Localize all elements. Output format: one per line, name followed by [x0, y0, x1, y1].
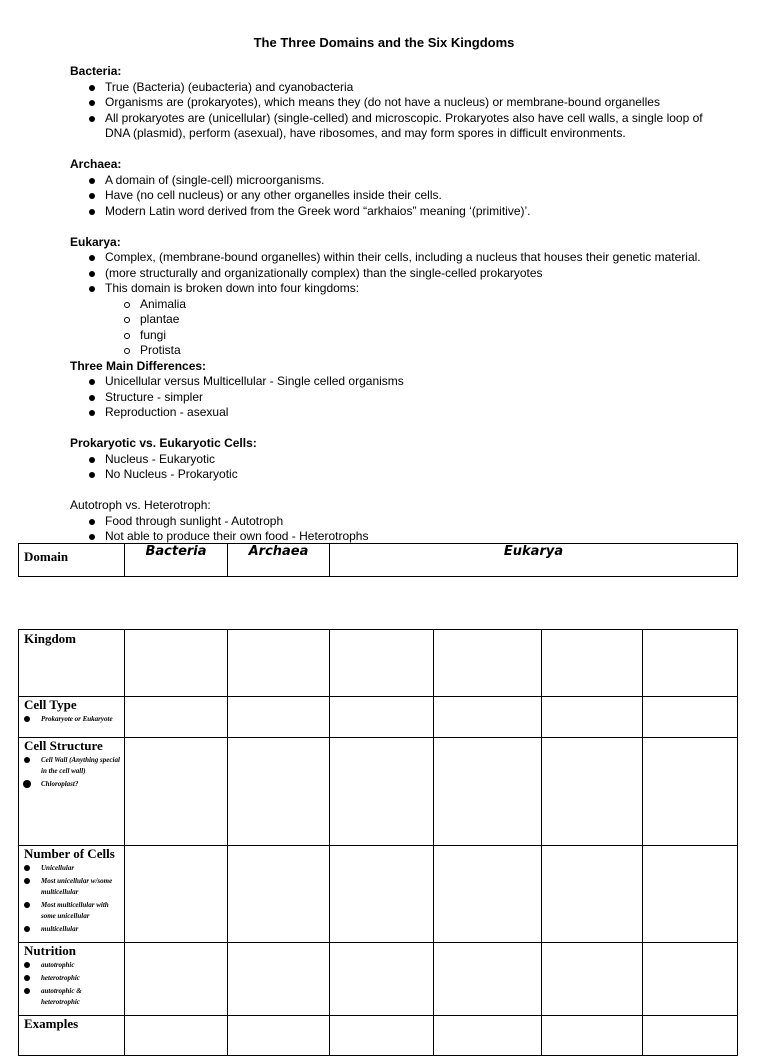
list-item	[41, 960, 124, 971]
nutrition-heading: Autotroph vs. Heterotroph:	[70, 498, 211, 512]
row-title: Examples	[24, 1016, 79, 1031]
table-cell[interactable]	[228, 630, 330, 697]
hint-text: Chloroplast?	[41, 780, 79, 788]
domain-label-cell	[19, 544, 125, 577]
row-hint-list	[19, 755, 124, 790]
table-cell[interactable]	[125, 697, 228, 738]
row-hint-list	[19, 960, 124, 1008]
list-item: No Nucleus - Prokaryotic	[105, 467, 710, 483]
table-cell[interactable]	[643, 738, 738, 846]
table-cell[interactable]	[125, 943, 228, 1016]
cells-list	[70, 452, 710, 483]
nutrition-list	[70, 514, 710, 545]
table-cell[interactable]	[542, 1016, 643, 1056]
table-cell[interactable]	[434, 943, 542, 1016]
differences-heading: Three Main Differences:	[70, 358, 207, 373]
domain-eukarya: Eukarya	[503, 544, 564, 559]
row-title: Nutrition	[24, 943, 76, 958]
list-item	[41, 986, 124, 1008]
table-row	[19, 544, 738, 577]
row-header-cell	[19, 1016, 125, 1056]
list-item: Have (no cell nucleus) or any other organelles inside their cells.	[105, 188, 710, 204]
domain-table	[18, 543, 738, 577]
kingdoms-list	[105, 297, 710, 359]
archaea-list	[70, 173, 710, 220]
row-header-cell	[19, 697, 125, 738]
table-cell[interactable]	[643, 1016, 738, 1056]
table-cell[interactable]	[125, 1016, 228, 1056]
table-cell[interactable]	[330, 697, 434, 738]
table-cell[interactable]	[228, 738, 330, 846]
hint-text: heterotrophic	[41, 974, 80, 982]
domain-cell	[228, 544, 330, 577]
list-item	[41, 973, 124, 984]
row-hint-list	[19, 714, 124, 725]
list-item: Not able to produce their own food - Heterotrophs	[105, 529, 710, 545]
hint-text: Cell Wall (Anything special in the cell wall)	[41, 756, 120, 775]
table-cell[interactable]	[125, 630, 228, 697]
hint-text: Unicellular	[41, 864, 75, 872]
table-row	[19, 630, 738, 697]
domain-archaea: Archaea	[248, 544, 309, 559]
table-cell[interactable]	[643, 943, 738, 1016]
list-item: (more structurally and organizationally complex) than the single-celled prokaryotes	[105, 266, 710, 282]
list-item: Nucleus - Eukaryotic	[105, 452, 710, 468]
table-cell[interactable]	[434, 630, 542, 697]
list-item: Modern Latin word derived from the Greek word “arkhaios” meaning ‘(primitive)’.	[105, 204, 710, 220]
kingdom-item: fungi	[140, 328, 710, 344]
table-cell[interactable]	[330, 846, 434, 943]
table-cell[interactable]	[434, 846, 542, 943]
list-item	[41, 900, 124, 922]
hint-text: autotrophic & heterotrophic	[41, 987, 82, 1006]
bacteria-heading: Bacteria:	[70, 64, 122, 78]
table-cell[interactable]	[434, 1016, 542, 1056]
list-item-text: This domain is broken down into four kingdoms:	[105, 281, 360, 295]
list-item: A domain of (single-cell) microorganisms.	[105, 173, 710, 189]
table-cell[interactable]	[125, 846, 228, 943]
list-item	[41, 755, 124, 777]
table-row	[19, 943, 738, 1016]
list-item: Unicellular versus Multicellular - Single celled organisms	[105, 374, 710, 390]
table-cell[interactable]	[542, 697, 643, 738]
table-row	[19, 846, 738, 943]
list-item	[41, 714, 124, 725]
table-cell[interactable]	[542, 943, 643, 1016]
kingdom-item: Protista	[140, 343, 710, 359]
differences-list	[70, 374, 710, 421]
table-cell[interactable]	[542, 738, 643, 846]
list-item	[41, 863, 124, 874]
table-cell[interactable]	[434, 697, 542, 738]
notes-body	[70, 64, 710, 545]
list-item: All prokaryotes are (unicellular) (single-celled) and microscopic. Prokaryotes also have cell walls, a single loop of DNA (plasmid), perform (asexual), have ribosomes, and may form spores in difficult environments.	[105, 111, 710, 142]
list-item: Reproduction - asexual	[105, 405, 710, 421]
domain-cell	[125, 544, 228, 577]
list-item: Organisms are (prokaryotes), which means they (do not have a nucleus) or membrane-bound organelles	[105, 95, 710, 111]
hint-text: autotrophic	[41, 961, 75, 969]
table-cell[interactable]	[228, 1016, 330, 1056]
table-cell[interactable]	[542, 630, 643, 697]
list-item	[105, 281, 710, 359]
table-cell[interactable]	[542, 846, 643, 943]
list-item: Complex, (membrane-bound organelles) within their cells, including a nucleus that houses their genetic material.	[105, 250, 710, 266]
page-title: The Three Domains and the Six Kingdoms	[253, 35, 515, 50]
kingdom-item: Animalia	[140, 297, 710, 313]
list-item: Structure - simpler	[105, 390, 710, 406]
table-row	[19, 697, 738, 738]
row-title: Cell Structure	[24, 738, 103, 753]
table-cell[interactable]	[434, 738, 542, 846]
kingdom-item: plantae	[140, 312, 710, 328]
row-title: Number of Cells	[24, 846, 115, 861]
row-hint-list	[19, 863, 124, 935]
domain-bacteria: Bacteria	[145, 544, 207, 559]
row-title: Kingdom	[24, 631, 77, 646]
table-cell[interactable]	[330, 1016, 434, 1056]
row-header-cell	[19, 943, 125, 1016]
table-cell[interactable]	[330, 738, 434, 846]
eukarya-heading: Eukarya:	[70, 234, 121, 249]
row-title: Cell Type	[24, 697, 77, 712]
table-cell[interactable]	[643, 846, 738, 943]
table-cell[interactable]	[330, 630, 434, 697]
hint-text: Most unicellular w/some multicellular	[41, 877, 113, 896]
list-item: Food through sunlight - Autotroph	[105, 514, 710, 530]
archaea-heading: Archaea:	[70, 157, 122, 171]
row-header-cell	[19, 738, 125, 846]
table-row	[19, 738, 738, 846]
table-cell[interactable]	[125, 738, 228, 846]
table-cell[interactable]	[228, 943, 330, 1016]
kingdom-table	[18, 629, 738, 1056]
hint-text: Most multicellular with some unicellular	[41, 901, 109, 920]
table-row	[19, 1016, 738, 1056]
table-cell[interactable]	[643, 697, 738, 738]
domain-cell	[330, 544, 738, 577]
bacteria-list	[70, 80, 710, 142]
table-cell[interactable]	[228, 846, 330, 943]
table-cell[interactable]	[228, 697, 330, 738]
list-item: True (Bacteria) (eubacteria) and cyanobacteria	[105, 80, 710, 96]
hint-text: multicellular	[41, 925, 79, 933]
row-header-cell	[19, 846, 125, 943]
list-item	[41, 779, 124, 790]
domain-label: Domain	[24, 549, 69, 564]
hint-text: Prokaryote or Eukaryote	[41, 715, 113, 723]
row-header-cell	[19, 630, 125, 697]
eukarya-list	[70, 250, 710, 359]
list-item	[41, 876, 124, 898]
list-item	[41, 924, 124, 935]
table-cell[interactable]	[643, 630, 738, 697]
cells-heading: Prokaryotic vs. Eukaryotic Cells:	[70, 436, 257, 450]
table-cell[interactable]	[330, 943, 434, 1016]
